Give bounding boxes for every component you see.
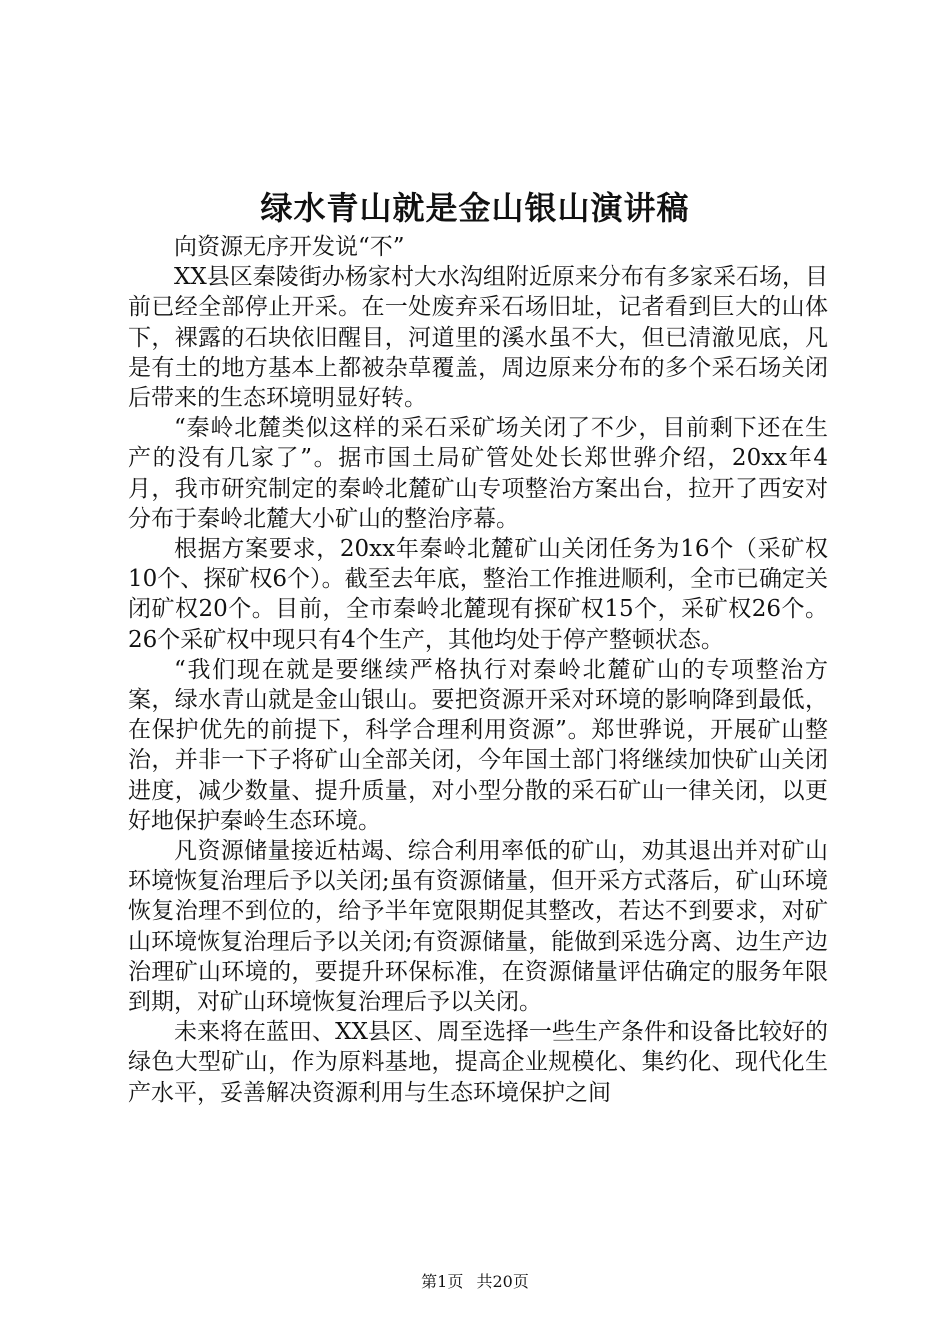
body-paragraph: 未来将在蓝田、XX县区、周至选择一些生产条件和设备比较好的绿色大型矿山，作为原料基地，提高企业规模化、集约化、现代化生产水平，妥善解决资源利用与生态环境保护之间 [128, 1019, 828, 1106]
page-footer [0, 1271, 950, 1293]
document-title: 绿水青山就是金山银山演讲稿 [260, 189, 690, 227]
body-paragraph: 根据方案要求，20xx年秦岭北麓矿山关闭任务为16个（采矿权10个、探矿权6个）。截至去年底，整治工作推进顺利，全市已确定关闭矿权20个。目前，全市秦岭北麓现有探矿权15个，采矿权26个。26个采矿权中现只有4个生产，其他均处于停产整顿状态。 [128, 536, 828, 653]
body-paragraph: XX县区秦陵街办杨家村大水沟组附近原来分布有多家采石场，目前已经全部停止开采。在一处废弃采石场旧址，记者看到巨大的山体下，裸露的石块依旧醒目，河道里的溪水虽不大，但已清澈见底，凡是有土的地方基本上都被杂草覆盖，周边原来分布的多个采石场关闭后带来的生态环境明显好转。 [128, 264, 828, 412]
subheading-paragraph: 向资源无序开发说“不” [174, 234, 405, 260]
body-paragraph: “我们现在就是要继续严格执行对秦岭北麓矿山的专项整治方案，绿水青山就是金山银山。要把资源开采对环境的影响降到最低，在保护优先的前提下，科学合理利用资源”。郑世骅说，开展矿山整治，并非一下子将矿山全部关闭，今年国土部门将继续加快矿山关闭进度，减少数量、提升质量，对小型分散的采石矿山一律关闭，以更好地保护秦岭生态环境。 [128, 656, 828, 834]
body-paragraph: 凡资源储量接近枯竭、综合利用率低的矿山，劝其退出并对矿山环境恢复治理后予以关闭;虽有资源储量，但开采方式落后，矿山环境恢复治理不到位的，给予半年宽限期促其整改，若达不到要求，对矿山环境恢复治理后予以关闭;有资源储量，能做到采选分离、边生产边治理矿山环境的，要提升环保标准，在资源储量评估确定的服务年限到期，对矿山环境恢复治理后予以关闭。 [128, 838, 828, 1016]
document-body [128, 232, 828, 1108]
page-total: 共20页 [476, 1272, 529, 1291]
body-paragraph: “秦岭北麓类似这样的采石采矿场关闭了不少，目前剩下还在生产的没有几家了”。据市国土局矿管处处长郑世骅介绍，20xx年4月，我市研究制定的秦岭北麓矿山专项整治方案出台，拉开了西安对分布于秦岭北麓大小矿山的整治序幕。 [128, 415, 828, 532]
page-number: 第1页 [421, 1272, 464, 1291]
